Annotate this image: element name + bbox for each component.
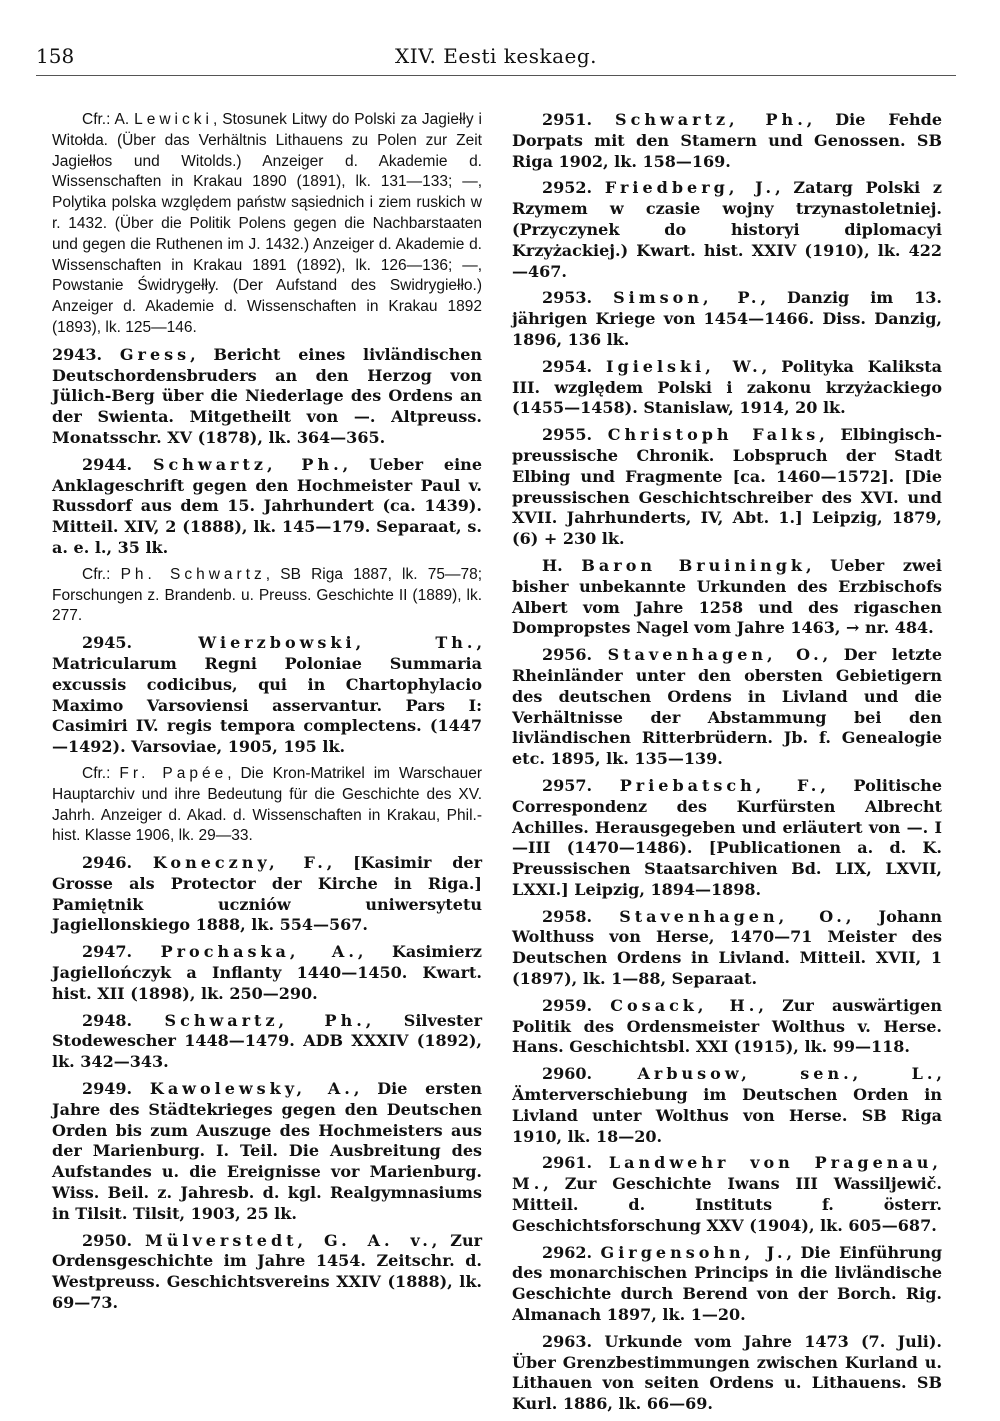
entry-text: , Die Einführung des monarchischen Princips in die livländische Geschichte durch Berend von der Borch. Rig. Almanach 1897, lk. 1—20. (512, 1242, 943, 1325)
bibliography-entry (52, 633, 482, 758)
bibliography-entry (512, 288, 942, 350)
author-name: Arbusow, sen., L. (637, 1064, 937, 1084)
bibliography-entry (512, 776, 942, 901)
entry-text: 2948. (82, 1010, 165, 1030)
author-name: Lewicki (134, 111, 213, 128)
bibliography-entry (512, 425, 942, 550)
entry-text: , Ämterverschiebung im Deutschen Orden in Livland unter Wolthus von Herse. SB Riga 1910, lk. 18—20. (512, 1064, 942, 1146)
entry-text: 2946. (82, 853, 153, 873)
author-name: Schwartz, Ph. (615, 110, 807, 129)
entry-text: , Ueber eine Anklageschrift gegen den Hochmeister Paul v. Russdorf aus dem 15. Jahrhundert (ca. 1439). Mitteil. XIV, 2 (1888), lk. 145—179. Separaat, s. a. e. l., 35 lk. (52, 454, 482, 557)
author-name: Priebatsch, F. (619, 775, 821, 795)
entry-text: , Politische Correspondenz des Kurfürsten Albrecht Achilles. Herausgegeben und erläutert von —. I—III (1470—1486). [Publicationen a. d. K. Preussischen Staatsarchiven Bd. LIX, LXVII, LXXI.] Leipzig, 1894—1898. (512, 775, 942, 899)
left-column (52, 110, 482, 1320)
author-name: Baron Bruiningk (581, 555, 806, 575)
entry-text: Cfr.: (82, 764, 120, 782)
bibliography-entry (52, 110, 482, 339)
entry-text: 2954. (542, 356, 607, 376)
bibliography-entry (512, 1153, 942, 1236)
entry-text: H. (542, 555, 582, 575)
entry-text: 2943. (52, 344, 120, 364)
header-rule (36, 75, 956, 76)
bibliography-entry (52, 764, 482, 847)
entry-text: , Polityka Kaliksta III. względem Polski i zakonu krzyżackiego (1455—1458). Stanislaw, 1914, 20 lk. (512, 356, 943, 418)
entry-text: , Die ersten Jahre des Städtekrieges gegen den Deutschen Orden bis zum Auszuge des Hochmeisters aus der Marienburg. I. Teil. Die Ausbreitung des Aufstandes u. die Ereignisse vor Marienburg. Wiss. Beil. z. Jahresb. d. kgl. Realgymnasiums in Tilsit. Tilsit, 1903, 25 lk. (52, 1079, 482, 1223)
author-name: Christoph Falks (607, 425, 820, 445)
page-header (36, 40, 956, 72)
bibliography-entry (512, 110, 942, 172)
entry-text: , Zur auswärtigen Politik des Ordensmeister Wolthus v. Herse. Hans. Geschichtsbl. XXI (1915), lk. 99—118. (512, 995, 943, 1057)
entry-text: , Johann Wolthuss von Herse, 1470—71 Meister des Deutschen Ordens in Livland. Mitteil. XVII, 1 (1897), lk. 1—88, Separaat. (512, 906, 943, 989)
entry-text: 2959. (542, 995, 611, 1015)
entry-text: 2956. (542, 645, 608, 665)
bibliography-entry (52, 1011, 482, 1073)
author-name: Stavenhagen, O. (607, 645, 823, 665)
bibliography-entry (512, 357, 942, 419)
entry-text: , Der letzte Rheinländer unter den obersten Gebietigern des deutschen Ordens in Livland und die Verhältnisse der Abstammung bei den livländischen Ritterbrüdern. Jb. f. Genealogie etc. 1895, lk. 135—139. (512, 645, 942, 769)
bibliography-entry (512, 1243, 942, 1326)
author-name: Prochaska, A. (160, 942, 358, 962)
entry-text: , Zatarg Polski z Rzymem w czasie wojny trzynastoletniej. (Przyczynek do historyi diplomacyi Krzyżackiej.) Kwart. hist. XXIV (1910), lk. 422—467. (512, 178, 943, 281)
bibliography-entry (52, 1079, 482, 1225)
bibliography-entry (512, 1064, 942, 1147)
bibliography-entry (52, 1231, 482, 1314)
bibliography-entry (52, 345, 482, 449)
entry-text: , Elbingisch-preussische Chronik. Lobspruch der Stadt Elbing und Fragmente [ca. 1460—1572]. [Die preussischen Geschichtschreiber des XVI. und XVII. Jahrhunderts, IV, Abt. 1.] Leipzig, 1879, (6) + 230 lk. (512, 425, 943, 549)
author-name: Cosack, H. (610, 995, 759, 1015)
entry-text: , Stosunek Litwy do Polski za Jagiełły i Witołda. (Über das Verhältnis Lithauens zu Polen zur Zeit Jagiełłos und Witolds.) Anzeiger d. Akademie d. Wissenschaften in Krakau 1890 (1891), lk. 131—133; —, Polytika polska względem państw sąsiednich i ziem ruskich w r. 1432. (Über die Politik Polens gegen die Nachbarstaaten und gegen die Ruthenen im J. 1432.) Anzeiger d. Akademie d. Wissenschaften in Krakau 1891 (1892), lk. 126—136; —, Powstanie Świdrygełły. (Der Aufstand des Swidrygiełło.) Anzeiger d. Akademie d. Wissenschaften in Krakau 1892 (1893), lk. 125—146. (52, 111, 482, 336)
entry-text: , Matricularum Regni Poloniae Summaria excussis codicibus, qui in Chartophylacio Maximo Varsoviensi asservantur. Pars I: Casimiri IV. regis tempora complectens. (1447—1492). Varsoviae, 1905, 195 lk. (52, 633, 483, 757)
entry-text: , Die Fehde Dorpats mit den Stamern und Genossen. SB Riga 1902, lk. 158—169. (512, 110, 942, 171)
bibliography-entry (512, 996, 942, 1058)
bibliography-entry (512, 1332, 942, 1415)
entry-text: 2947. (82, 942, 161, 962)
entry-text: 2953. (542, 288, 614, 308)
author-name: Friedberg, J. (604, 178, 776, 198)
author-name: Igielski, W. (606, 356, 762, 376)
entry-text: , SB Riga 1887, lk. 75—78; Forschungen z. Brandenb. u. Preuss. Geschichte II (1889), lk. 277. (52, 565, 483, 625)
entry-text: , Silvester Stodewescher 1448—1479. ADB XXXIV (1892), lk. 342—343. (52, 1010, 482, 1072)
entry-text: , Bericht eines livländischen Deutschordensbruders an den Herzog von Jülich-Berg über die Niederlage des Ordens an der Swienta. Mitgetheilt von —. Altpreuss. Monatsschr. XV (1878), lk. 364—365. (52, 344, 483, 447)
author-name: Landwehr von Pragenau, M. (512, 1153, 943, 1194)
running-title: XIV. Eesti keskaeg. (394, 44, 598, 68)
entry-text: 2951. (542, 110, 616, 129)
entry-text: 2962. (542, 1242, 601, 1262)
entry-text: 2944. (82, 454, 153, 474)
entry-text: , Ueber zwei bisher unbekannte Urkunden des Erzbischofs Albert vom Jahre 1258 und des rigaschen Dompropstes Nagel vom Jahre 1463, → nr. 484. (512, 555, 942, 638)
author-name: Mülverstedt, G. A. v. (145, 1230, 432, 1250)
author-name: Simson, P. (613, 288, 761, 308)
author-name: Stavenhagen, O. (619, 906, 846, 926)
bibliography-entry (52, 853, 482, 936)
entry-text: 2945. (82, 633, 199, 653)
entry-text: 2950. (82, 1230, 146, 1250)
author-name: Schwartz, Ph. (152, 454, 343, 474)
bibliography-entry (52, 565, 482, 627)
author-name: Ph. Schwartz (120, 565, 266, 583)
bibliography-entry (512, 907, 942, 990)
author-name: Girgensohn, J. (600, 1242, 787, 1262)
author-name: Gress (119, 344, 191, 364)
author-name: Schwartz, Ph. (164, 1010, 366, 1030)
author-name: Fr. Papée (119, 764, 228, 782)
entry-text: , Danzig im 13. jährigen Kriege von 1454—1466. Diss. Danzig, 1896, 136 lk. (512, 288, 943, 349)
bibliography-entry (52, 942, 482, 1004)
author-name: Wierzbowski, Th. (198, 633, 477, 653)
entry-text: 2949. (82, 1079, 150, 1099)
entry-text: , Kasimierz Jagiellończyk a Inflanty 1440—1450. Kwart. hist. XII (1898), lk. 250—290. (52, 942, 483, 1003)
entry-text: 2963. Urkunde vom Jahre 1473 (7. Juli). Über Grenzbestimmungen zwischen Kurland u. Lithauen von seiten Ordens u. Lithauens. SB Kurl. 1886, lk. 66—69. (512, 1331, 942, 1414)
entry-text: , Zur Ordensgeschichte im Jahre 1454. Zeitschr. d. Westpreuss. Geschichtsvereins XXIV (1888), lk. 69—73. (52, 1230, 483, 1313)
entry-text: 2960. (542, 1064, 638, 1084)
author-name: Kawolewsky, A. (149, 1079, 354, 1099)
author-name: Koneczny, F. (152, 853, 327, 873)
bibliography-entry (512, 645, 942, 770)
entry-text: , Die Kron-Matrikel im Warschauer Hauptarchiv und ihre Bedeutung für die Geschichte des XV. Jahrh. Anzeiger d. Akad. d. Wissenschaften in Krakau, Phil.-hist. Klasse 1906, lk. 29—33. (52, 764, 482, 845)
right-column (512, 110, 942, 1421)
entry-text: Cfr.: (82, 565, 121, 583)
bibliography-entry (52, 455, 482, 559)
bibliography-entry (512, 178, 942, 282)
entry-text: , [Kasimir der Grosse als Protector der Kirche in Riga.] Pamiętnik uczniów uniwersytetu Jagiellonskiego 1888, lk. 554—567. (52, 853, 482, 935)
entry-text: 2961. (542, 1153, 609, 1173)
entry-text: Cfr.: A. (82, 111, 135, 128)
entry-text: 2955. (542, 425, 608, 445)
entry-text: 2958. (542, 906, 620, 926)
entry-text: 2957. (542, 775, 620, 795)
bibliography-entry (512, 556, 942, 639)
page-number: 158 (36, 44, 75, 68)
entry-text: , Zur Geschichte Iwans III Wassiljewič. Mitteil. d. Instituts f. österr. Geschichtsforschung XXV (1904), lk. 605—687. (512, 1174, 942, 1235)
entry-text: 2952. (542, 178, 605, 198)
